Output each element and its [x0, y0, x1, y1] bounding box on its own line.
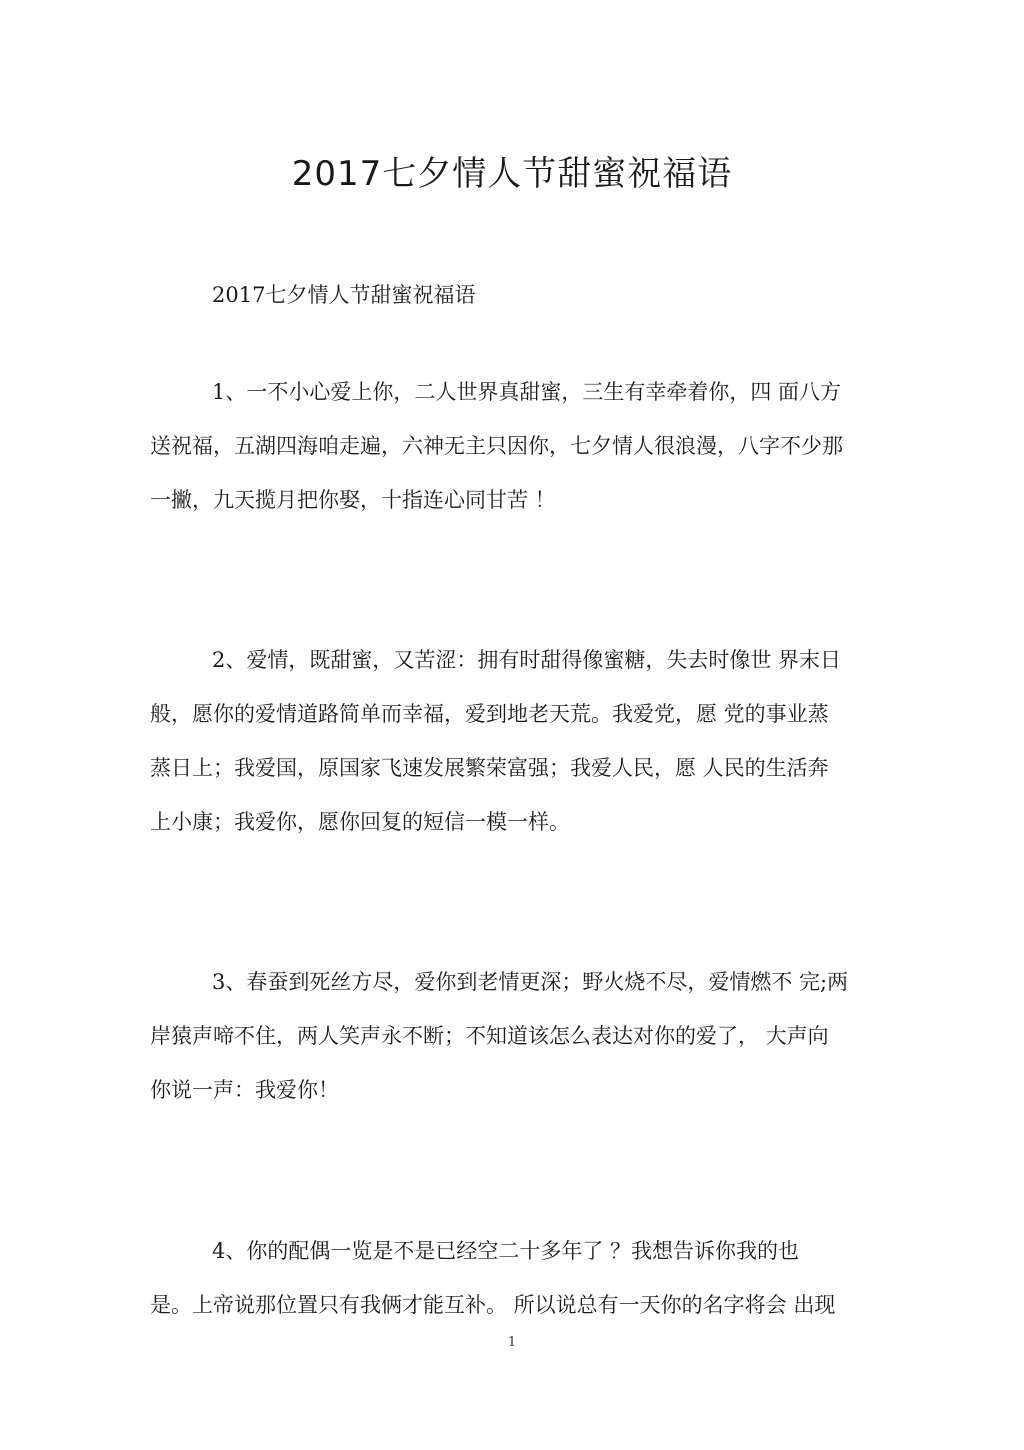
- paragraph-4: [150, 1224, 870, 1332]
- paragraph-line: 2、爱情，既甜蜜，又苦涩：拥有时甜得像蜜糖，失去时像世 界末日: [212, 648, 842, 672]
- paragraph-3: [150, 955, 870, 1117]
- paragraph-line: 1、一不小心爱上你，二人世界真甜蜜，三生有幸牵着你，四 面八方: [212, 380, 842, 404]
- paragraph-line: 蒸日上；我爱国，原国家飞速发展繁荣富强；我爱人民，愿 人民的生活奔: [150, 756, 829, 780]
- paragraph-1: [150, 365, 870, 527]
- paragraph-line: 岸猿声啼不住，两人笑声永不断；不知道该怎么表达对你的爱了， 大声向: [150, 1024, 829, 1048]
- paragraph-line: 是。上帝说那位置只有我俩才能互补。 所以说总有一天你的名字将会 出现: [150, 1293, 836, 1317]
- paragraph-2: [150, 633, 870, 849]
- paragraph-line: 你说一声：我爱你！: [150, 1078, 339, 1102]
- paragraph-line: 一撇，九天揽月把你娶，十指连心同甘苦 ！: [150, 488, 556, 512]
- document-subtitle: 2017七夕情人节甜蜜祝福语: [212, 283, 476, 307]
- document-title: 2017七夕情人节甜蜜祝福语: [291, 154, 733, 194]
- paragraph-line: 般，愿你的爱情道路简单而幸福，爱到地老天荒。我爱党，愿 党的事业蒸: [150, 702, 829, 726]
- paragraph-line: 3、春蚕到死丝方尽，爱你到老情更深；野火烧不尽，爱情燃不 完;两: [212, 970, 849, 994]
- paragraph-line: 送祝福，五湖四海咱走遍，六神无主只因你，七夕情人很浪漫，八字不少那: [150, 434, 843, 458]
- paragraph-line: 4、你的配偶一览是不是已经空二十多年了 ？我想告诉你我的也: [212, 1239, 800, 1263]
- paragraph-line: 上小康；我爱你，愿你回复的短信一模一样。: [150, 810, 570, 834]
- page-number: 1: [507, 1335, 517, 1350]
